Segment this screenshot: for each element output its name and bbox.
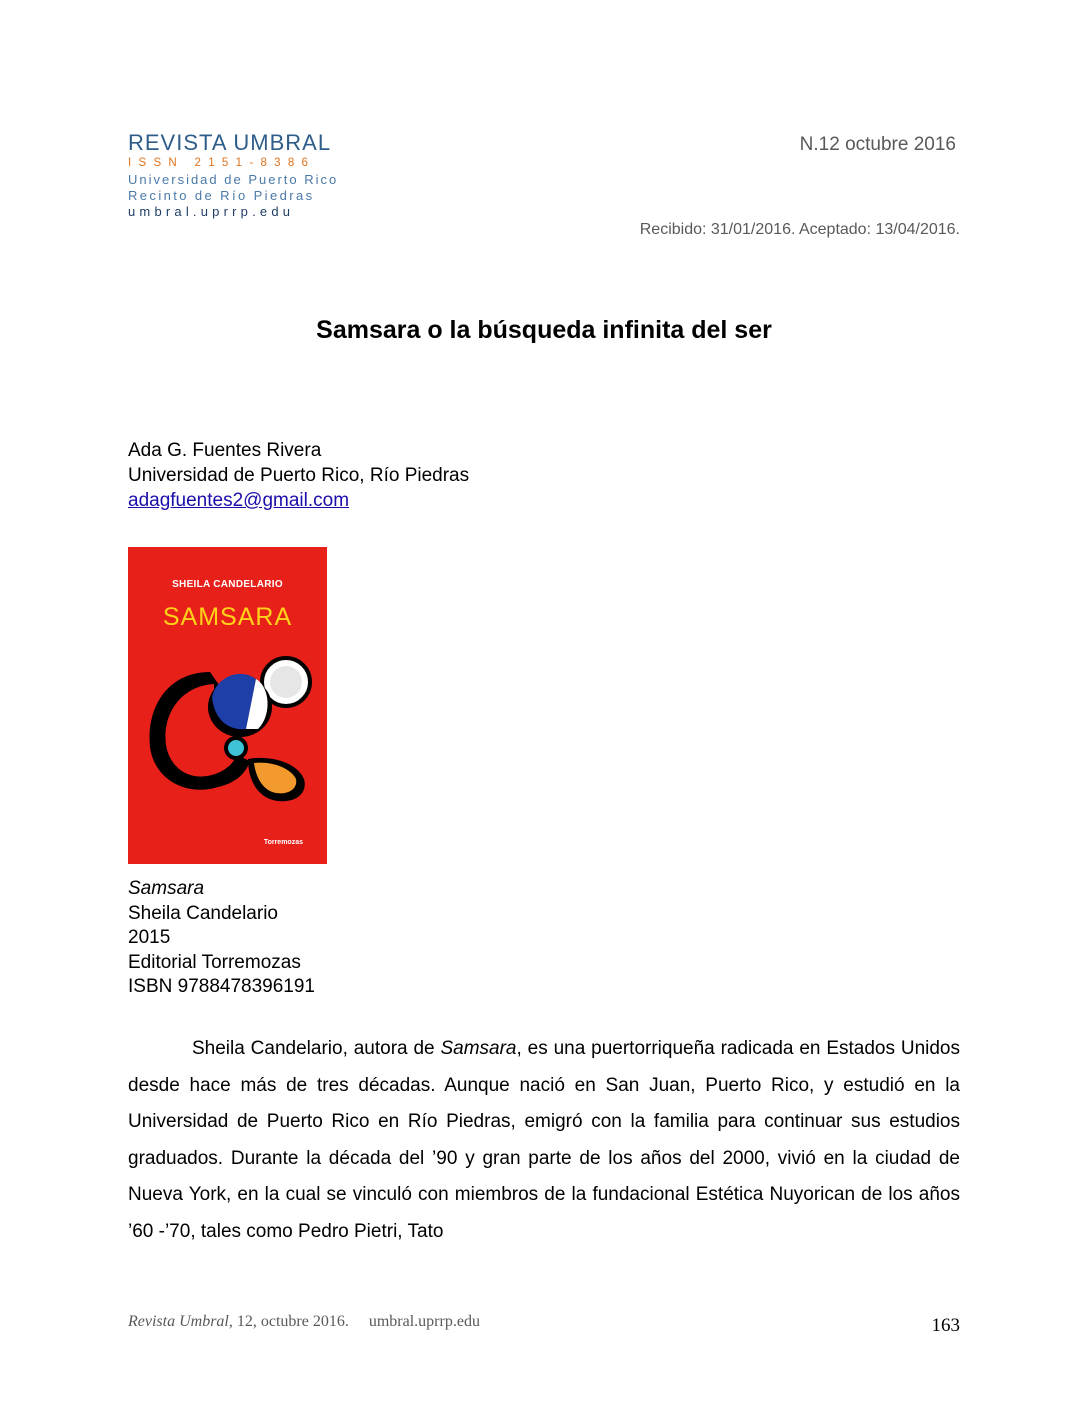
journal-name: REVISTA UMBRAL <box>128 130 332 155</box>
article-title: Samsara o la búsqueda infinita del ser <box>316 316 772 344</box>
cover-author: SHEILA CANDELARIO <box>172 579 283 590</box>
footer-citation-text: , 12, octubre 2016. <box>228 1313 349 1330</box>
book-year: 2015 <box>128 927 171 948</box>
book-title: Samsara <box>128 878 205 899</box>
paragraph-text: Sheila Candelario, autora de <box>192 1038 441 1059</box>
journal-university: Universidad de Puerto Rico <box>128 172 339 187</box>
cover-illustration <box>128 547 327 864</box>
paragraph <box>128 1031 960 1251</box>
author-name: Ada G. Fuentes Rivera <box>128 440 322 461</box>
book-publisher: Editorial Torremozas <box>128 951 301 973</box>
book-details <box>128 877 315 1000</box>
issue-label: N.12 octubre 2016 <box>799 134 956 155</box>
journal-campus: Recinto de Río Piedras <box>128 188 315 203</box>
book-author: Sheila Candelario <box>128 902 278 924</box>
cover-publisher: Torremozas <box>263 839 303 846</box>
cover-title: SAMSARA <box>162 603 293 631</box>
journal-issn: ISSN 2151-8386 <box>128 157 316 169</box>
cover-moon-inner <box>270 666 302 698</box>
footer-journal: Revista Umbral <box>128 1313 229 1330</box>
page-number: 163 <box>931 1315 960 1336</box>
author-block <box>128 438 469 513</box>
journal-website: umbral.uprrp.edu <box>128 204 295 219</box>
footer-url: umbral.uprrp.edu <box>368 1313 480 1330</box>
book-isbn: ISBN 9788478396191 <box>128 976 315 997</box>
book-cover-image <box>128 547 327 864</box>
footer-citation <box>128 1313 480 1331</box>
body-text <box>128 1031 960 1251</box>
cover-teal-eye <box>228 740 244 756</box>
paragraph-book-title: Samsara <box>440 1038 517 1059</box>
author-email-link[interactable]: adagfuentes2@gmail.com <box>128 490 350 511</box>
author-affiliation: Universidad de Puerto Rico, Río Piedras <box>128 465 470 486</box>
paragraph-text: , es una puertorriqueña radicada en Estados Unidos desde hace más de tres décadas. Aunque nació en San Juan, Puerto Rico, y estudió en la Universidad de Puerto Rico en Río Piedras, emigró con la familia para continuar sus estudios graduados. Durante la década del ’90 y gran parte de los años del 2000, vivió en la ciudad de Nueva York, en la cual se vinculó con miembros de la fundacional Estética Nuyorican de los años ’60 -’70, tales como Pedro Pietri, Tato <box>128 1038 961 1242</box>
received-accepted-dates: Recibido: 31/01/2016. Aceptado: 13/04/2016. <box>639 221 960 238</box>
